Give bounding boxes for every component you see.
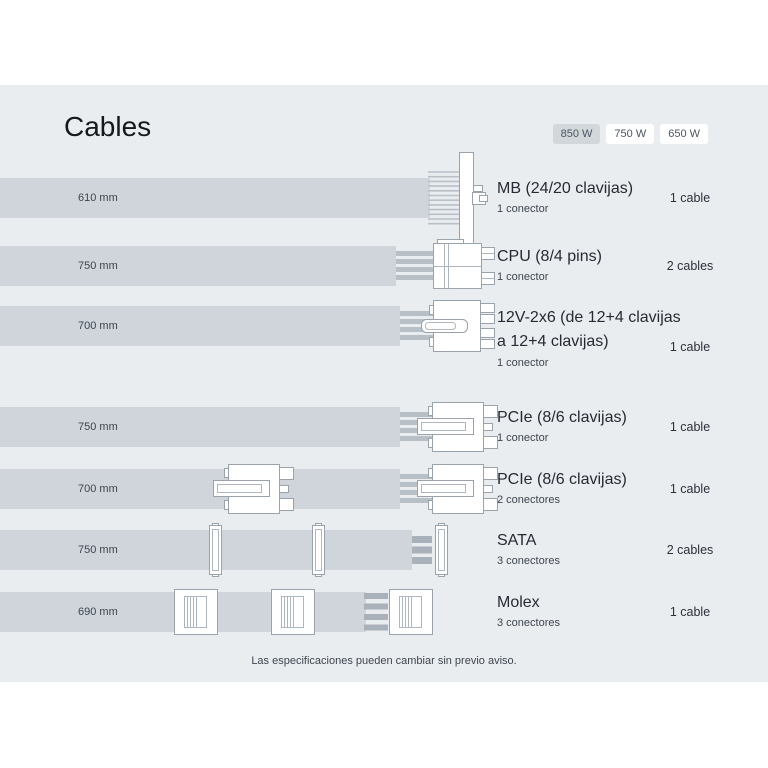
cable-name: CPU (8/4 pins) [497, 248, 602, 265]
molex-connector-icon [270, 588, 316, 636]
cable-name: PCIe (8/6 clavijas) [497, 471, 627, 488]
wattage-selector [553, 124, 708, 144]
cable-wires-icon [364, 593, 388, 631]
cable-row-pcie-2 [0, 469, 768, 509]
connector-count: 3 conectores [497, 617, 560, 629]
sata-connector-icon [309, 523, 329, 577]
cable-name: PCIe (8/6 clavijas) [497, 409, 627, 426]
sata-connector-icon [432, 523, 452, 577]
cable-count: 1 cable [669, 605, 711, 619]
cable-count: 1 cable [669, 420, 711, 434]
tab-750w[interactable]: 750 W [606, 124, 654, 144]
cable-count: 1 cable [669, 191, 711, 205]
cable-count: 1 cable [669, 340, 711, 354]
cable-count: 1 cable [669, 482, 711, 496]
connector-count: 1 conector [497, 432, 549, 444]
cable-row-pcie-1 [0, 407, 768, 447]
cable-row-sata [0, 530, 768, 570]
cable-length: 750 mm [78, 260, 118, 272]
cable-row-12v2x6 [0, 306, 768, 369]
cable-bar [0, 306, 400, 346]
molex-connector-icon [388, 588, 434, 636]
cpu-8pin-connector-icon [396, 238, 498, 294]
cable-length: 700 mm [78, 320, 118, 332]
pcie-connector-icon [400, 399, 500, 455]
cable-length: 610 mm [78, 192, 118, 204]
cables-section [0, 85, 768, 682]
cable-name: Molex [497, 594, 540, 611]
tab-850w[interactable]: 850 W [553, 124, 601, 144]
connector-count: 2 conectores [497, 494, 560, 506]
cable-name: SATA [497, 532, 537, 549]
sata-connector-icon [206, 523, 226, 577]
tab-650w[interactable]: 650 W [660, 124, 708, 144]
cable-bar [0, 178, 430, 218]
connector-count: 1 conector [497, 203, 549, 215]
cable-length: 750 mm [78, 544, 118, 556]
molex-connector-icon [173, 588, 219, 636]
cable-name: 12V-2x6 (de 12+4 clavijas a 12+4 clavijas) [497, 309, 681, 350]
page-title: Cables [64, 111, 152, 142]
atx-24pin-connector-icon [428, 152, 488, 244]
cable-bar [0, 246, 396, 286]
cable-row-molex [0, 592, 768, 632]
pcie-connector-icon [196, 461, 296, 517]
cable-count: 2 cables [666, 259, 714, 273]
cable-row-cpu [0, 246, 768, 286]
cable-length: 690 mm [78, 606, 118, 618]
cable-length: 700 mm [78, 483, 118, 495]
connector-count: 1 conector [497, 271, 549, 283]
12v-2x6-connector-icon [400, 297, 500, 355]
disclaimer-text: Las especificaciones pueden cambiar sin previo aviso. [251, 655, 517, 667]
cable-row-mb [0, 178, 768, 218]
cable-bar [0, 407, 400, 447]
connector-count: 3 conectores [497, 555, 560, 567]
pcie-connector-icon [400, 461, 500, 517]
cable-length: 750 mm [78, 421, 118, 433]
connector-count: 1 conector [497, 357, 549, 369]
cable-name: MB (24/20 clavijas) [497, 180, 634, 197]
cable-wires-icon [412, 536, 432, 564]
cable-count: 2 cables [666, 543, 714, 557]
